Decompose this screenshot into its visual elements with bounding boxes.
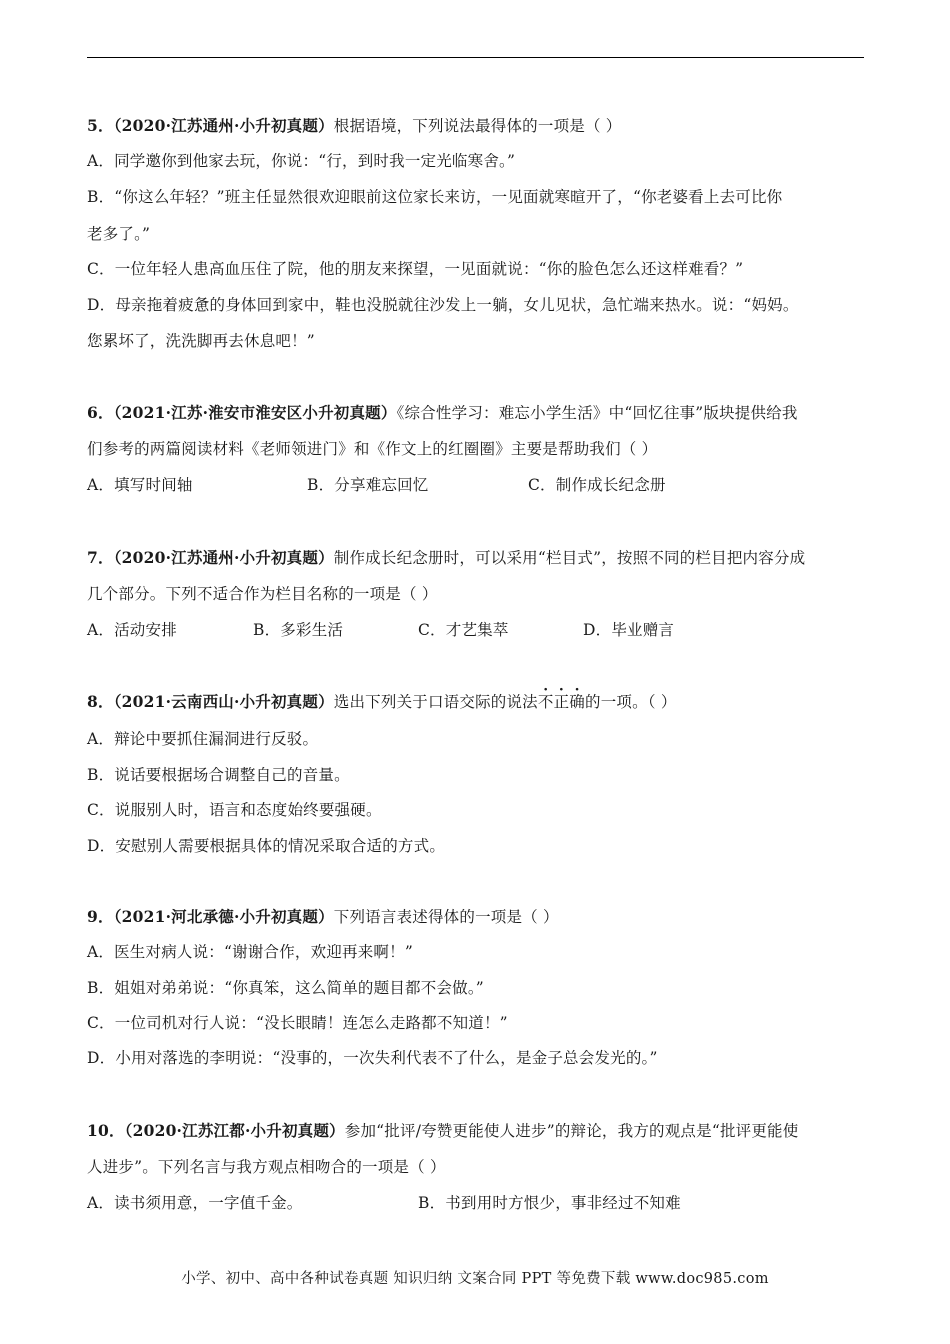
question-source: （2020·江苏江都·小升初真题） xyxy=(124,1121,345,1140)
question-text: 选出下列关于口语交际的说法 xyxy=(333,693,538,711)
question-5-option-d: D．母亲拖着疲惫的身体回到家中，鞋也没脱就往沙发上一躺，女儿见状，急忙端来热水。说：“妈妈。 xyxy=(87,296,799,314)
question-10-option-b: B．书到用时方恨少，事非经过不知难 xyxy=(418,1194,681,1212)
question-text: 根据语境，下列说法最得体的一项是（ ） xyxy=(333,117,622,135)
question-6-stem-cont: 们参考的两篇阅读材料《老师领进门》和《作文上的红圈圈》主要是帮助我们（ ） xyxy=(87,440,658,458)
question-6-stem xyxy=(87,403,798,423)
question-text: 参加“批评/夸赞更能使人进步”的辩论，我方的观点是“批评更能使 xyxy=(344,1122,799,1140)
question-5-option-b: B．“你这么年轻？”班主任显然很欢迎眼前这位家长来访，一见面就寒暄开了，“你老婆看上去可比你 xyxy=(87,188,783,206)
question-5-stem xyxy=(87,116,622,136)
question-10-stem-cont: 人进步”。下列名言与我方观点相吻合的一项是（ ） xyxy=(87,1158,446,1176)
question-7-option-d: D．毕业赠言 xyxy=(583,621,675,639)
question-9-option-d: D．小用对落选的李明说：“没事的，一次失利代表不了什么，是金子总会发光的。” xyxy=(87,1049,658,1067)
question-10-stem xyxy=(87,1121,798,1141)
emphasis-char: 确 xyxy=(569,693,585,711)
question-text: 下列语言表述得体的一项是（ ） xyxy=(333,908,559,926)
emphasis-char: 正 xyxy=(553,693,570,711)
question-5-option-c: C．一位年轻人患高血压住了院，他的朋友来探望，一见面就说：“你的脸色怎么还这样难看？” xyxy=(87,260,744,278)
question-9-option-b: B．姐姐对弟弟说：“你真笨，这么简单的题目都不会做。” xyxy=(87,979,484,997)
question-5-option-b-cont: 老多了。” xyxy=(87,225,151,243)
question-text: 制作成长纪念册时，可以采用“栏目式”，按照不同的栏目把内容分成 xyxy=(333,549,806,567)
emphasis-char: 不 xyxy=(537,693,554,711)
footer-download-notice: 小学、初中、高中各种试卷真题 知识归纳 文案合同 PPT 等免费下载 www.doc985.com xyxy=(181,1271,769,1287)
question-5-option-a: A．同学邀你到他家去玩，你说：“行，到时我一定光临寒舍。” xyxy=(87,152,516,170)
question-9-option-c: C．一位司机对行人说：“没长眼睛！连怎么走路都不知道！” xyxy=(87,1014,508,1032)
question-6-option-a: A．填写时间轴 xyxy=(87,476,193,494)
question-7-option-a: A．活动安排 xyxy=(87,621,177,639)
question-8-option-b: B．说话要根据场合调整自己的音量。 xyxy=(87,766,350,784)
question-text: 《综合性学习：难忘小学生活》中“回忆往事”版块提供给我 xyxy=(396,404,798,422)
question-8-stem xyxy=(87,692,677,712)
question-source: （2021·江苏·淮安市淮安区小升初真题） xyxy=(113,403,397,422)
question-7-stem-cont: 几个部分。下列不适合作为栏目名称的一项是（ ） xyxy=(87,585,438,603)
question-source: （2021·河北承德·小升初真题） xyxy=(113,907,334,926)
question-source: （2021·云南西山·小升初真题） xyxy=(113,692,334,711)
question-7-option-b: B．多彩生活 xyxy=(253,621,344,639)
question-5-option-d-cont: 您累坏了，洗洗脚再去休息吧！” xyxy=(87,332,315,350)
question-8-option-c: C．说服别人时，语言和态度始终要强硬。 xyxy=(87,801,382,819)
header-rule xyxy=(87,57,864,58)
question-6-option-b: B．分享难忘回忆 xyxy=(307,476,429,494)
question-number: 6． xyxy=(87,403,114,422)
question-text-end: 的一项。（ ） xyxy=(585,693,677,711)
question-8-option-d: D．安慰别人需要根据具体的情况采取合适的方式。 xyxy=(87,837,446,855)
question-number: 9． xyxy=(87,907,114,926)
question-9-option-a: A．医生对病人说：“谢谢合作，欢迎再来啊！” xyxy=(87,943,413,961)
question-number: 5． xyxy=(87,116,114,135)
question-10-option-a: A．读书须用意，一字值千金。 xyxy=(87,1194,303,1212)
question-8-option-a: A．辩论中要抓住漏洞进行反驳。 xyxy=(87,730,319,748)
question-number: 8． xyxy=(87,692,114,711)
question-source: （2020·江苏通州·小升初真题） xyxy=(113,548,334,567)
question-7-stem xyxy=(87,548,805,568)
question-9-stem xyxy=(87,907,559,927)
question-6-option-c: C．制作成长纪念册 xyxy=(528,476,666,494)
question-number: 7． xyxy=(87,548,114,567)
question-number: 10． xyxy=(87,1121,125,1140)
question-7-option-c: C．才艺集萃 xyxy=(418,621,509,639)
question-source: （2020·江苏通州·小升初真题） xyxy=(113,116,334,135)
